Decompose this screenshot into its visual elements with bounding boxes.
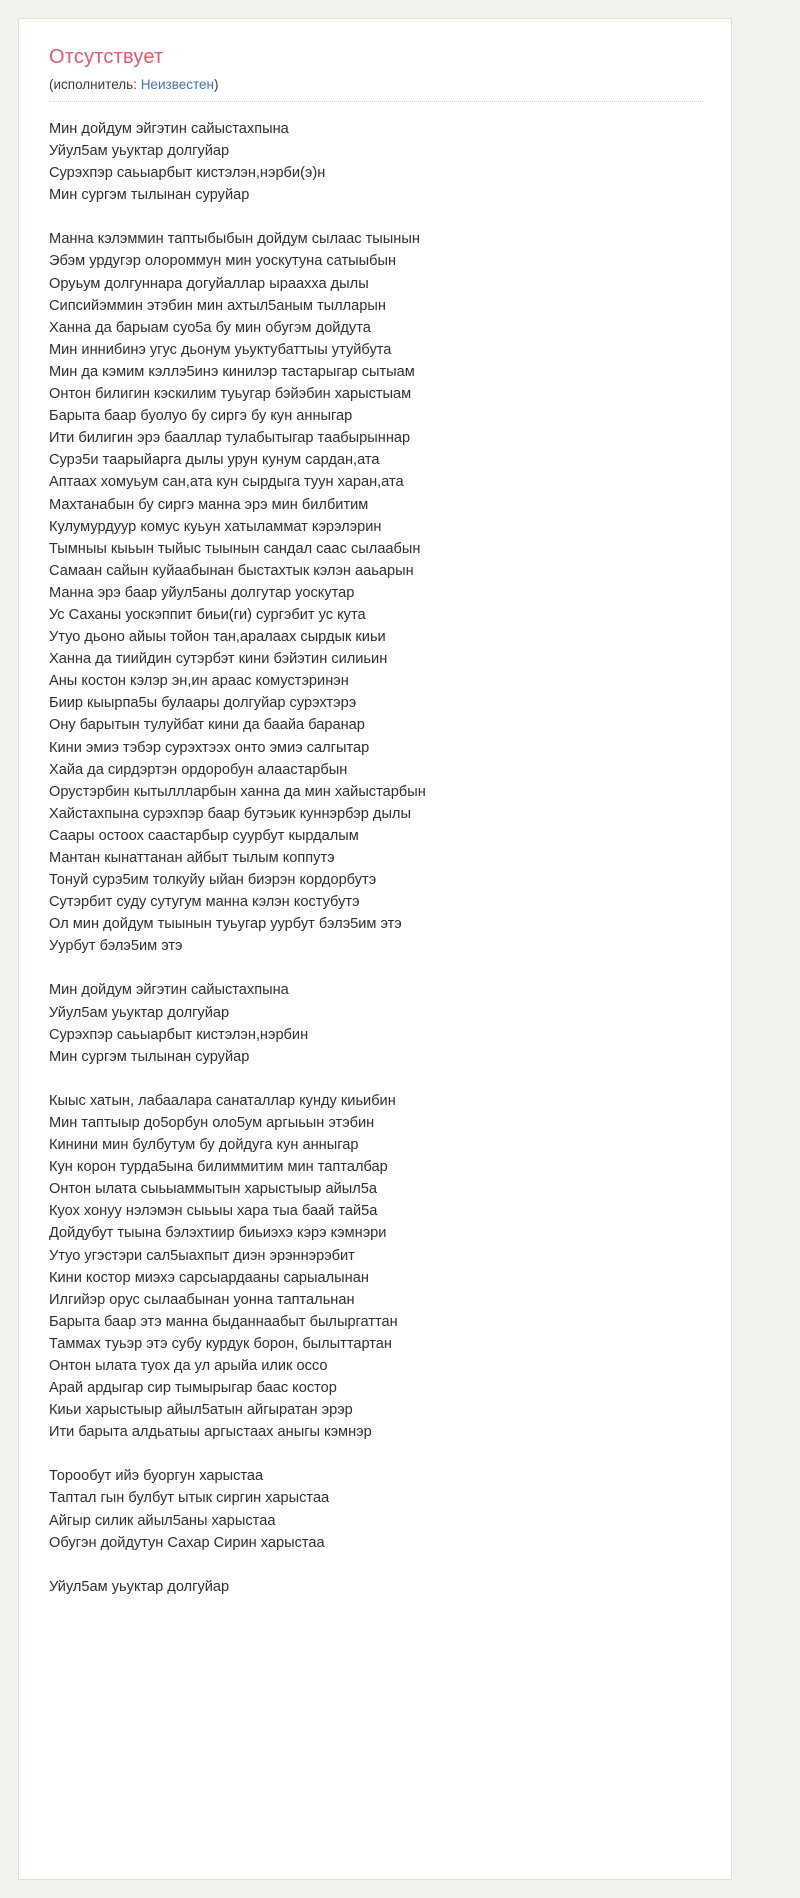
- lyrics-line: Утуо угэстэри сал5ыахпыт диэн эрэннэрэбит: [49, 1247, 355, 1264]
- lyrics-line: Аны костон кэлэр эн,ин араас комустэринэн: [49, 673, 349, 690]
- lyrics-line: Тонуй сурэ5им толкуйу ыйан биэрэн кордорбутэ: [49, 872, 377, 889]
- lyrics-stanza: [49, 1090, 703, 1444]
- lyrics-line: Кулумурдуур комус куьун хатыламмат кэрэлэрин: [49, 518, 382, 535]
- lyrics-line: Сурэ5и таарыйарга дылы урун кунум сардан,ата: [49, 452, 380, 469]
- lyrics-line: Мин да кэмим кэллэ5инэ кинилэр тастарыгар сытыам: [49, 363, 415, 380]
- lyrics-line: Уйул5ам уьуктар долгуйар: [49, 1578, 230, 1595]
- artist-prefix-label: (исполнитель:: [49, 77, 141, 92]
- lyrics-line: Утуо дьоно айыы тойон тан,аралаах сырдык киьи: [49, 629, 386, 646]
- artist-line: [49, 77, 703, 102]
- lyrics-line: Сутэрбит суду сутугум манна кэлэн костубутэ: [49, 894, 360, 911]
- lyrics-line: Таммах туьэр этэ субу курдук борон, былыттартан: [49, 1335, 392, 1352]
- lyrics-stanza: [49, 1465, 703, 1553]
- lyrics-line: Онтон билигин кэскилим туьугар бэйэбин харыстыам: [49, 386, 412, 403]
- lyrics-line: Уйул5ам уьуктар долгуйар: [49, 1004, 230, 1021]
- lyrics-stanza: [49, 979, 703, 1067]
- lyrics-line: Мин дойдум эйгэтин сайыстахпына: [49, 982, 289, 999]
- artist-link[interactable]: Неизвестен: [140, 77, 214, 92]
- lyrics-line: Илгийэр орус сылаабынан уонна таптальнан: [49, 1291, 355, 1308]
- artist-suffix-label: ): [213, 77, 219, 92]
- lyrics-stanza: [49, 228, 703, 957]
- lyrics-line: Уурбут бэлэ5им этэ: [49, 938, 183, 955]
- lyrics-line: Сурэхпэр саьыарбыт кистэлэн,нэрби(э)н: [49, 165, 326, 182]
- lyrics-line: Барыта баар этэ манна быданнаабыт былыргаттан: [49, 1313, 398, 1330]
- lyrics-line: Ус Саханы уоскэппит биьи(ги) сургэбит ус кута: [49, 606, 366, 623]
- lyrics-line: Торообут ийэ буоргун харыстаа: [49, 1468, 264, 1485]
- lyrics-line: Уйул5ам уьуктар долгуйар: [49, 143, 230, 160]
- lyrics-stanza: [49, 1576, 703, 1598]
- lyrics-line: Манна кэлэммин таптыбыбын дойдум сылаас тыынын: [49, 231, 420, 248]
- lyrics-line: Айгыр силик айыл5аны харыстаа: [49, 1512, 276, 1529]
- lyrics-line: Кинини мин булбутум бу дойдуга кун анныгар: [49, 1137, 359, 1154]
- lyrics-line: Ханна да барыам суо5а бу мин обугэм дойдута: [49, 319, 371, 336]
- lyrics-line: Хайа да сирдэртэн ордоробун алаастарбын: [49, 761, 348, 778]
- lyrics-line: Мин таптыыр до5орбун оло5ум аргыьын этэбин: [49, 1114, 375, 1131]
- lyrics-line: Ханна да тиийдин сутэрбэт кини бэйэтин силиьин: [49, 651, 388, 668]
- lyrics-line: Таптал гын булбут ытык сиргин харыстаа: [49, 1490, 330, 1507]
- lyrics-line: Сипсийэммин этэбин мин ахтыл5аным тылларын: [49, 297, 386, 314]
- lyrics-line: Мантан кынаттанан айбыт тылым коппутэ: [49, 850, 335, 866]
- lyrics-line: Обугэн дойдутун Сахар Сирин харыстаа: [49, 1534, 325, 1551]
- lyrics-line: Дойдубут тыына бэлэхтиир биьиэхэ кэрэ кэмнэри: [49, 1225, 387, 1242]
- lyrics-line: Хайстахпына сурэхпэр баар бутэьик куннэрбэр дылы: [49, 805, 411, 822]
- lyrics-line: Мин дойдум эйгэтин сайыстахпына: [49, 121, 289, 137]
- lyrics-line: Кыыс хатын, лабаалара санаталлар кунду киьибин: [49, 1092, 396, 1109]
- lyrics-stanza: [49, 118, 703, 206]
- lyrics-line: Ити барыта алдьатыы аргыстаах аныгы кэмнэр: [49, 1424, 372, 1441]
- lyrics-line: Эбэм урдугэр олороммун мин уоскутуна сатыыбын: [49, 253, 397, 270]
- lyrics-line: Ол мин дойдум тыынын туьугар уурбут бэлэ5им этэ: [49, 916, 402, 933]
- lyrics-line: Сурэхпэр саьыарбыт кистэлэн,нэрбин: [49, 1026, 309, 1043]
- lyrics-line: Куох хонуу нэлэмэн сыьыы хара тыа баай тай5а: [49, 1203, 378, 1220]
- page-title: Отсутствует: [49, 46, 164, 68]
- lyrics-line: Аптаах хомуьум сан,ата кун сырдыга туун харан,ата: [49, 474, 404, 491]
- lyrics-line: Кини эмиэ тэбэр сурэхтээх онто эмиэ салгытар: [49, 739, 370, 756]
- lyrics-line: Орустэрбин кытыллларбын ханна да мин хайыстарбын: [49, 783, 426, 800]
- lyrics-line: Манна эрэ баар уйул5аны долгутар уоскутар: [49, 584, 355, 601]
- lyrics-line: Онтон ылата туох да ул арыйа илик оссо: [49, 1357, 328, 1374]
- lyrics-line: Махтанабын бу сиргэ манна эрэ мин билбитим: [49, 496, 369, 513]
- lyrics-line: Кун корон турда5ына билиммитим мин тапталбар: [49, 1159, 388, 1176]
- lyrics-sheet: [18, 18, 732, 1880]
- lyrics-line: Ону барытын тулуйбат кини да баайа баранар: [49, 717, 365, 734]
- lyrics-line: Мин сургэм тылынан суруйар: [49, 1048, 250, 1065]
- lyrics-line: Арай ардыгар сир тымырыгар баас костор: [49, 1380, 337, 1397]
- lyrics-line: Кини костор миэхэ сарсыардааны сарыалынан: [49, 1269, 369, 1286]
- lyrics-line: Мин иннибинэ угус дьонум уьуктубаттыы утуйбута: [49, 341, 392, 358]
- lyrics-line: Самаан сайын куйаабынан быстахтык кэлэн ааьарын: [49, 562, 414, 579]
- lyrics-line: Тымныы кыьын тыйыс тыынын сандал саас сылаабын: [49, 540, 421, 557]
- lyrics-line: Биир кыырпа5ы булаары долгуйар сурэхтэрэ: [49, 695, 357, 712]
- lyrics-line: Мин сургэм тылынан суруйар: [49, 187, 250, 204]
- lyrics-line: Киьи харыстыыр айыл5атын айгыратан эрэр: [49, 1402, 353, 1419]
- lyrics-line: Ити билигин эрэ бааллар тулабытыгар таабырыннар: [49, 430, 411, 447]
- lyrics-line: Оруьум долгуннара догуйаллар ыраахха дылы: [49, 275, 369, 292]
- lyrics-line: Саары остоох саастарбыр суурбут кырдалым: [49, 827, 359, 844]
- lyrics-line: Барыта баар буолуо бу сиргэ бу кун анныгар: [49, 408, 353, 425]
- lyrics-line: Онтон ылата сыьыаммытын харыстыыр айыл5а: [49, 1181, 377, 1198]
- lyrics-body: [49, 118, 703, 1598]
